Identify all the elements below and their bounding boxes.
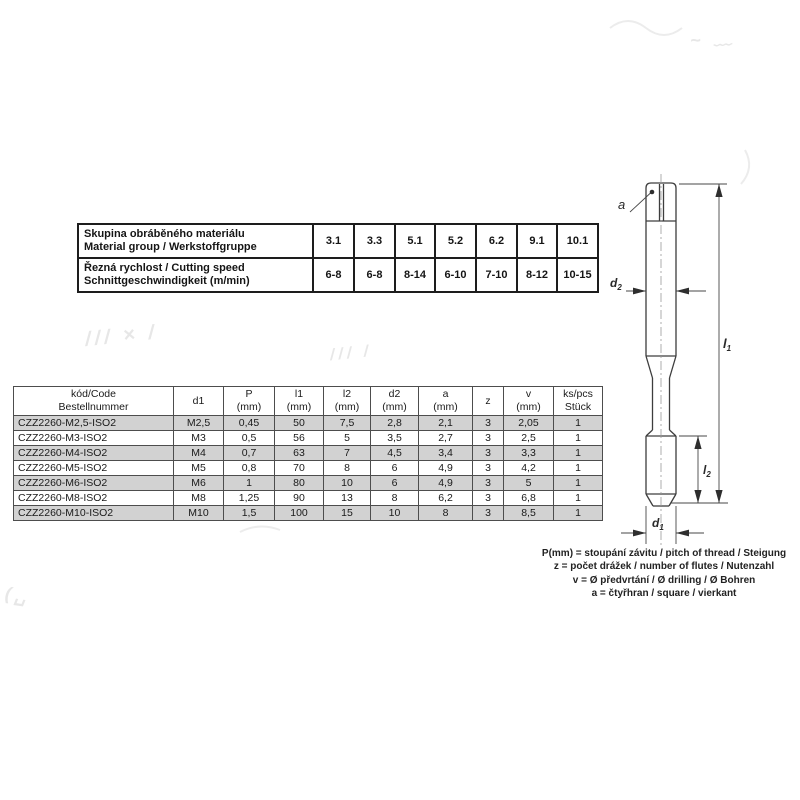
cell-l1: 90 bbox=[275, 491, 324, 506]
cell-l2: 7 bbox=[324, 446, 371, 461]
cutting-speed-label bbox=[78, 258, 313, 292]
cell-a: 2,7 bbox=[419, 431, 473, 446]
header-l2: l2 (mm) bbox=[324, 387, 371, 416]
cell-d2: 3,5 bbox=[371, 431, 419, 446]
table-row bbox=[14, 446, 603, 461]
cell-l1: 50 bbox=[275, 416, 324, 431]
cell-l2: 8 bbox=[324, 461, 371, 476]
cell-v: 2,05 bbox=[504, 416, 554, 431]
label-l2: $l_2$ bbox=[703, 463, 711, 479]
cell-ks: 1 bbox=[554, 431, 603, 446]
cell-z: 3 bbox=[473, 476, 504, 491]
watermark-mark: ~ ﹏ bbox=[689, 27, 737, 51]
header-d1: d1 bbox=[174, 387, 224, 416]
cell-d2: 6 bbox=[371, 461, 419, 476]
label-l1: $l_1$ bbox=[723, 336, 732, 353]
cell-p: 1,25 bbox=[224, 491, 275, 506]
cell-z: 3 bbox=[473, 446, 504, 461]
cell-d1: M2,5 bbox=[174, 416, 224, 431]
table-row bbox=[14, 416, 603, 431]
cell-a: 4,9 bbox=[419, 476, 473, 491]
cell-d2: 10 bbox=[371, 506, 419, 521]
cell-v: 8,5 bbox=[504, 506, 554, 521]
material-group-value: 9.1 bbox=[517, 224, 557, 258]
cell-ks: 1 bbox=[554, 476, 603, 491]
legend bbox=[505, 547, 800, 601]
cutting-speed-value: 8-12 bbox=[517, 258, 557, 292]
cell-d2: 8 bbox=[371, 491, 419, 506]
header-d2: d2 (mm) bbox=[371, 387, 419, 416]
cell-a: 3,4 bbox=[419, 446, 473, 461]
cell-d2: 2,8 bbox=[371, 416, 419, 431]
tap-chamfer-tip bbox=[646, 494, 653, 506]
cutting-speed-value: 8-14 bbox=[395, 258, 435, 292]
cell-l2: 15 bbox=[324, 506, 371, 521]
material-group-label-cz: Skupina obráběného materiálu bbox=[84, 228, 245, 240]
cell-l2: 7,5 bbox=[324, 416, 371, 431]
arrowhead bbox=[715, 490, 722, 503]
cell-code: CZZ2260-M10-ISO2 bbox=[14, 506, 174, 521]
cell-z: 3 bbox=[473, 461, 504, 476]
cell-v: 6,8 bbox=[504, 491, 554, 506]
cell-ks: 1 bbox=[554, 416, 603, 431]
square-corner-dot bbox=[650, 190, 655, 195]
legend-line-z: z = počet drážek / number of flutes / Nutenzahl bbox=[553, 561, 775, 573]
cell-code: CZZ2260-M6-ISO2 bbox=[14, 476, 174, 491]
cell-v: 5 bbox=[504, 476, 554, 491]
cell-d1: M8 bbox=[174, 491, 224, 506]
cell-d2: 4,5 bbox=[371, 446, 419, 461]
table-row bbox=[14, 491, 603, 506]
cutting-speed-row bbox=[78, 258, 598, 292]
material-group-value: 5.2 bbox=[435, 224, 476, 258]
cell-d1: M5 bbox=[174, 461, 224, 476]
watermark-mark: /// / bbox=[329, 342, 373, 365]
cell-code: CZZ2260-M4-ISO2 bbox=[14, 446, 174, 461]
table-row bbox=[14, 431, 603, 446]
cell-p: 0,7 bbox=[224, 446, 275, 461]
cell-d1: M10 bbox=[174, 506, 224, 521]
label-d2: $d_2$ bbox=[610, 276, 622, 292]
cell-v: 2,5 bbox=[504, 431, 554, 446]
cutting-speed-value: 6-10 bbox=[435, 258, 476, 292]
cell-l1: 100 bbox=[275, 506, 324, 521]
cutting-speed-table bbox=[77, 223, 599, 293]
cell-ks: 1 bbox=[554, 491, 603, 506]
cell-z: 3 bbox=[473, 506, 504, 521]
cell-p: 0,5 bbox=[224, 431, 275, 446]
table-row bbox=[14, 506, 603, 521]
header-ks: ks/pcs Stück bbox=[554, 387, 603, 416]
material-group-label-en: Material group / Werkstoffgruppe bbox=[84, 241, 257, 253]
cell-p: 1,5 bbox=[224, 506, 275, 521]
arrowhead bbox=[676, 288, 689, 295]
cell-ks: 1 bbox=[554, 446, 603, 461]
arrowhead bbox=[633, 288, 646, 295]
label-a: a bbox=[618, 197, 626, 212]
cell-d1: M3 bbox=[174, 431, 224, 446]
header-a: a (mm) bbox=[419, 387, 473, 416]
material-group-value: 3.3 bbox=[354, 224, 395, 258]
cell-l2: 13 bbox=[324, 491, 371, 506]
arrowhead bbox=[694, 490, 701, 503]
header-z: z bbox=[473, 387, 504, 416]
cell-l1: 70 bbox=[275, 461, 324, 476]
header-l1: l1 (mm) bbox=[275, 387, 324, 416]
arrowhead bbox=[694, 436, 701, 449]
cell-d1: M4 bbox=[174, 446, 224, 461]
cell-p: 1 bbox=[224, 476, 275, 491]
label-d1: $d_1$ bbox=[652, 516, 664, 532]
cell-code: CZZ2260-M5-ISO2 bbox=[14, 461, 174, 476]
material-group-row bbox=[78, 224, 598, 258]
material-group-label bbox=[78, 224, 313, 258]
material-group-value: 10.1 bbox=[557, 224, 598, 258]
table-row bbox=[14, 476, 603, 491]
cutting-speed-value: 7-10 bbox=[476, 258, 517, 292]
cutting-speed-value: 6-8 bbox=[313, 258, 354, 292]
leader-a bbox=[630, 193, 651, 212]
table-row bbox=[14, 461, 603, 476]
cell-p: 0,8 bbox=[224, 461, 275, 476]
cell-code: CZZ2260-M2,5-ISO2 bbox=[14, 416, 174, 431]
cutting-speed-label-de: Schnittgeschwindigkeit (m/min) bbox=[84, 275, 250, 287]
cell-l1: 80 bbox=[275, 476, 324, 491]
watermark-mark: /// × / bbox=[83, 321, 159, 351]
header-v: v (mm) bbox=[504, 387, 554, 416]
cutting-speed-value: 6-8 bbox=[354, 258, 395, 292]
cell-z: 3 bbox=[473, 491, 504, 506]
cell-z: 3 bbox=[473, 431, 504, 446]
material-group-value: 6.2 bbox=[476, 224, 517, 258]
cell-l2: 5 bbox=[324, 431, 371, 446]
cell-a: 4,9 bbox=[419, 461, 473, 476]
cell-l1: 63 bbox=[275, 446, 324, 461]
header-p: P (mm) bbox=[224, 387, 275, 416]
tap-square-drive bbox=[646, 183, 676, 221]
cell-d1: M6 bbox=[174, 476, 224, 491]
cell-ks: 1 bbox=[554, 506, 603, 521]
cell-l1: 56 bbox=[275, 431, 324, 446]
arrowhead bbox=[715, 184, 722, 197]
cutting-speed-value: 10-15 bbox=[557, 258, 598, 292]
watermark-mark: (␣ bbox=[3, 583, 32, 607]
cell-l2: 10 bbox=[324, 476, 371, 491]
cell-p: 0,45 bbox=[224, 416, 275, 431]
cell-z: 3 bbox=[473, 416, 504, 431]
header-code: kód/Code Bestellnummer bbox=[14, 387, 174, 416]
arrowhead bbox=[633, 530, 646, 537]
cutting-speed-label-cz: Řezná rychlost / Cutting speed bbox=[84, 262, 245, 274]
cell-a: 2,1 bbox=[419, 416, 473, 431]
legend-line-p: P(mm) = stoupání závitu / pitch of thread / Steigung bbox=[541, 548, 787, 559]
legend-line-a: a = čtyřhran / square / vierkant bbox=[591, 588, 737, 600]
cell-a: 8 bbox=[419, 506, 473, 521]
cell-a: 6,2 bbox=[419, 491, 473, 506]
cell-code: CZZ2260-M8-ISO2 bbox=[14, 491, 174, 506]
dimension-table-header-row bbox=[14, 387, 603, 416]
dimension-table bbox=[13, 386, 603, 521]
material-group-value: 3.1 bbox=[313, 224, 354, 258]
material-group-value: 5.1 bbox=[395, 224, 435, 258]
cell-ks: 1 bbox=[554, 461, 603, 476]
arrowhead bbox=[676, 530, 689, 537]
cell-d2: 6 bbox=[371, 476, 419, 491]
cell-v: 3,3 bbox=[504, 446, 554, 461]
cell-code: CZZ2260-M3-ISO2 bbox=[14, 431, 174, 446]
cell-v: 4,2 bbox=[504, 461, 554, 476]
legend-line-v: v = Ø předvrtání / Ø drilling / Ø Bohren bbox=[572, 574, 756, 586]
